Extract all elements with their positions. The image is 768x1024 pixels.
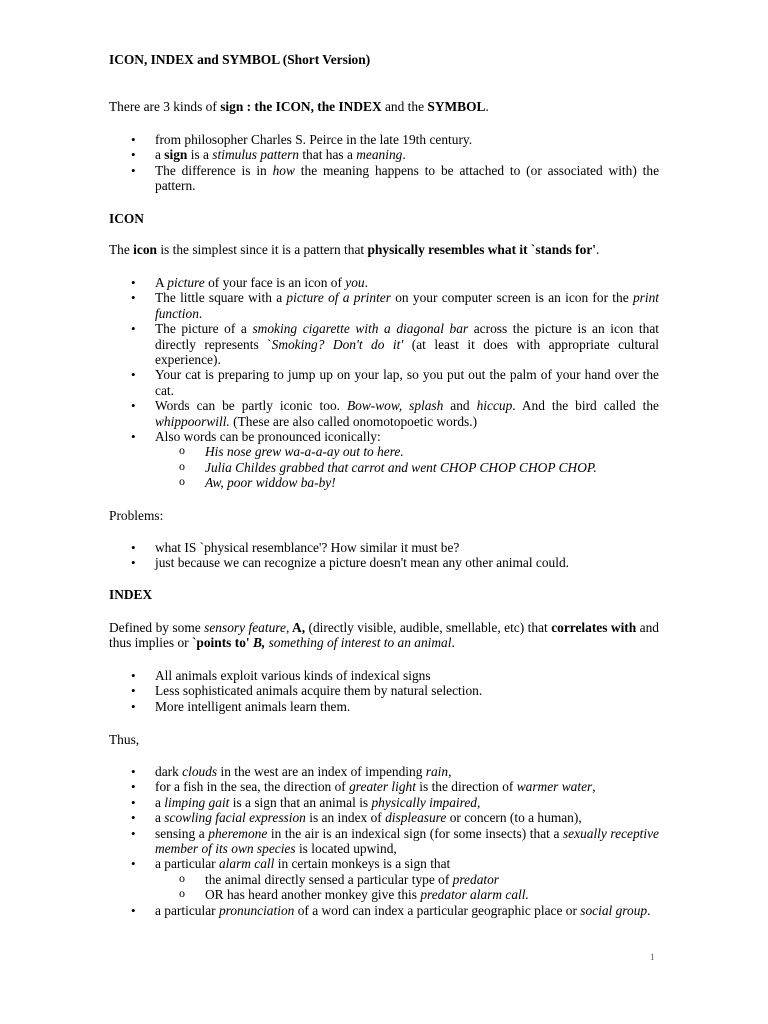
sub-list-item: o OR has heard another monkey give this predator alarm call. [155, 887, 659, 902]
list-item: • Also words can be pronounced iconically: o His nose grew wa-a-a-ay out to here. o Julia Childes grabbed that carrot and went CHOP CHOP CHOP CHOP. o Aw, poor widdow ba-by! [109, 429, 659, 491]
icon-heading: ICON [109, 211, 144, 226]
icon-bullet-list [109, 275, 659, 491]
problems-label: Problems: [109, 508, 164, 523]
list-item: • More intelligent animals learn them. [109, 699, 659, 714]
intro-bullet-list [109, 132, 659, 194]
list-item: • A picture of your face is an icon of you. [109, 275, 659, 290]
sub-list [155, 444, 659, 490]
sub-list-item: o Julia Childes grabbed that carrot and went CHOP CHOP CHOP CHOP. [155, 460, 659, 475]
document-title: ICON, INDEX and SYMBOL (Short Version) [109, 52, 371, 67]
list-item: • sensing a pheremone in the air is an indexical sign (for some insects) that a sexually receptive member of its own species is located upwind, [109, 826, 659, 857]
index-heading: INDEX [109, 587, 153, 602]
index-definition: Defined by some sensory feature, A, (directly visible, audible, smellable, etc) that correlates with and thus implies or `points to' B, something of interest to an animal. [109, 620, 660, 651]
list-item: • a scowling facial expression is an index of displeasure or concern (to a human), [109, 810, 659, 825]
page-number: 1 [650, 952, 655, 962]
list-item: • All animals exploit various kinds of indexical signs [109, 668, 659, 683]
thus-bullet-list [109, 764, 659, 918]
list-item: • dark clouds in the west are an index of impending rain, [109, 764, 659, 779]
list-item: • for a fish in the sea, the direction of greater light is the direction of warmer water, [109, 779, 659, 794]
list-item: • from philosopher Charles S. Peirce in the late 19th century. [109, 132, 659, 147]
list-item: • The difference is in how the meaning happens to be attached to (or associated with) the pattern. [109, 163, 659, 194]
sub-list-item: o the animal directly sensed a particular type of predator [155, 872, 659, 887]
list-item: • just because we can recognize a picture doesn't mean any other animal could. [109, 555, 659, 570]
sub-list [155, 872, 659, 903]
index-bullet-list [109, 668, 659, 714]
list-item: • The picture of a smoking cigarette with a diagonal bar across the picture is an icon that directly represents `Smoking? Don't do it' (at least it does with appropriate cultural experience). [109, 321, 659, 367]
list-item: • a limping gait is a sign that an animal is physically impaired, [109, 795, 659, 810]
list-item: • Words can be partly iconic too. Bow-wow, splash and hiccup. And the bird called the whippoorwill. (These are also called onomotopoetic words.) [109, 398, 659, 429]
list-item: • The little square with a picture of a printer on your computer screen is an icon for the print function. [109, 290, 659, 321]
problems-bullet-list [109, 540, 659, 571]
thus-label: Thus, [109, 732, 140, 747]
list-item: • Less sophisticated animals acquire them by natural selection. [109, 683, 659, 698]
icon-definition: The icon is the simplest since it is a pattern that physically resembles what it `stands for'. [109, 242, 600, 257]
list-item: • Your cat is preparing to jump up on your lap, so you put out the palm of your hand over the cat. [109, 367, 659, 398]
sub-list-item: o His nose grew wa-a-a-ay out to here. [155, 444, 659, 459]
intro-paragraph: There are 3 kinds of sign : the ICON, the INDEX and the SYMBOL. [109, 99, 489, 114]
list-item: • a particular alarm call in certain monkeys is a sign that o the animal directly sensed a particular type of predator o OR has heard another monkey give this predator alarm call. [109, 856, 659, 902]
list-item: • what IS `physical resemblance'? How similar it must be? [109, 540, 659, 555]
list-item: • a sign is a stimulus pattern that has a meaning. [109, 147, 659, 162]
list-item: • a particular pronunciation of a word can index a particular geographic place or social group. [109, 903, 659, 918]
sub-list-item: o Aw, poor widdow ba-by! [155, 475, 659, 490]
